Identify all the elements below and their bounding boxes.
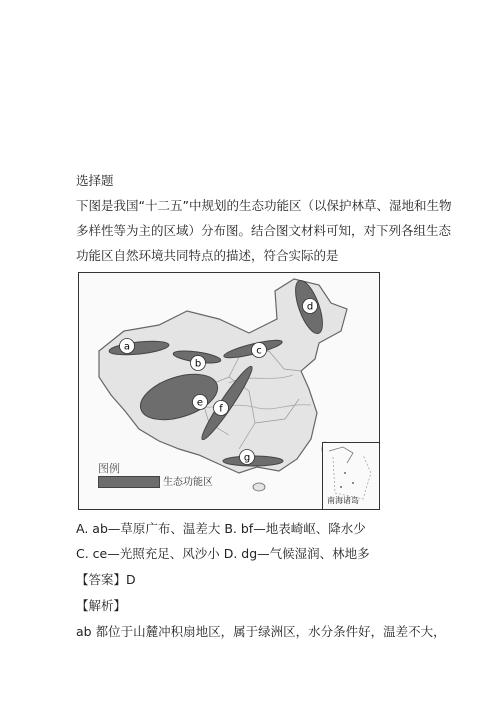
options-line-1: A. ab—草原广布、温差大 B. bf—地表崎岖、降水少 <box>76 521 366 536</box>
answer: 【答案】D <box>76 572 136 587</box>
question-stem-line-2: 多样性等为主的区域）分布图。结合图文材料可知，对下列各组生态 <box>76 223 452 238</box>
legend-label: 生态功能区 <box>163 477 213 488</box>
label-b: b <box>194 358 202 370</box>
hainan <box>253 483 265 491</box>
question-stem-line-3: 功能区自然环境共同特点的描述，符合实际的是 <box>76 248 339 263</box>
legend-title: 图例 <box>98 462 120 475</box>
label-d: d <box>306 301 314 313</box>
label-f: f <box>219 403 223 415</box>
analysis-text: ab 都位于山麓冲积扇地区，属于绿洲区，水分条件好，温差不大， <box>76 624 446 639</box>
legend-swatch <box>98 476 160 488</box>
analysis-heading: 【解析】 <box>76 598 127 613</box>
south-china-sea-inset <box>322 442 379 509</box>
question-stem-line-1: 下图是我国“十二五”中规划的生态功能区（以保护林草、湿地和生物 <box>76 198 452 213</box>
china-eco-zone-map <box>78 272 380 510</box>
question-type: 选择题 <box>76 173 114 188</box>
options-line-2: C. ce—光照充足、风沙小 D. dg—气候湿润、林地多 <box>76 546 370 561</box>
label-c: c <box>256 345 262 357</box>
label-a: a <box>123 341 131 353</box>
inset-label: 南海诸岛 <box>327 496 359 505</box>
label-g: g <box>243 452 251 464</box>
label-e: e <box>196 397 204 409</box>
